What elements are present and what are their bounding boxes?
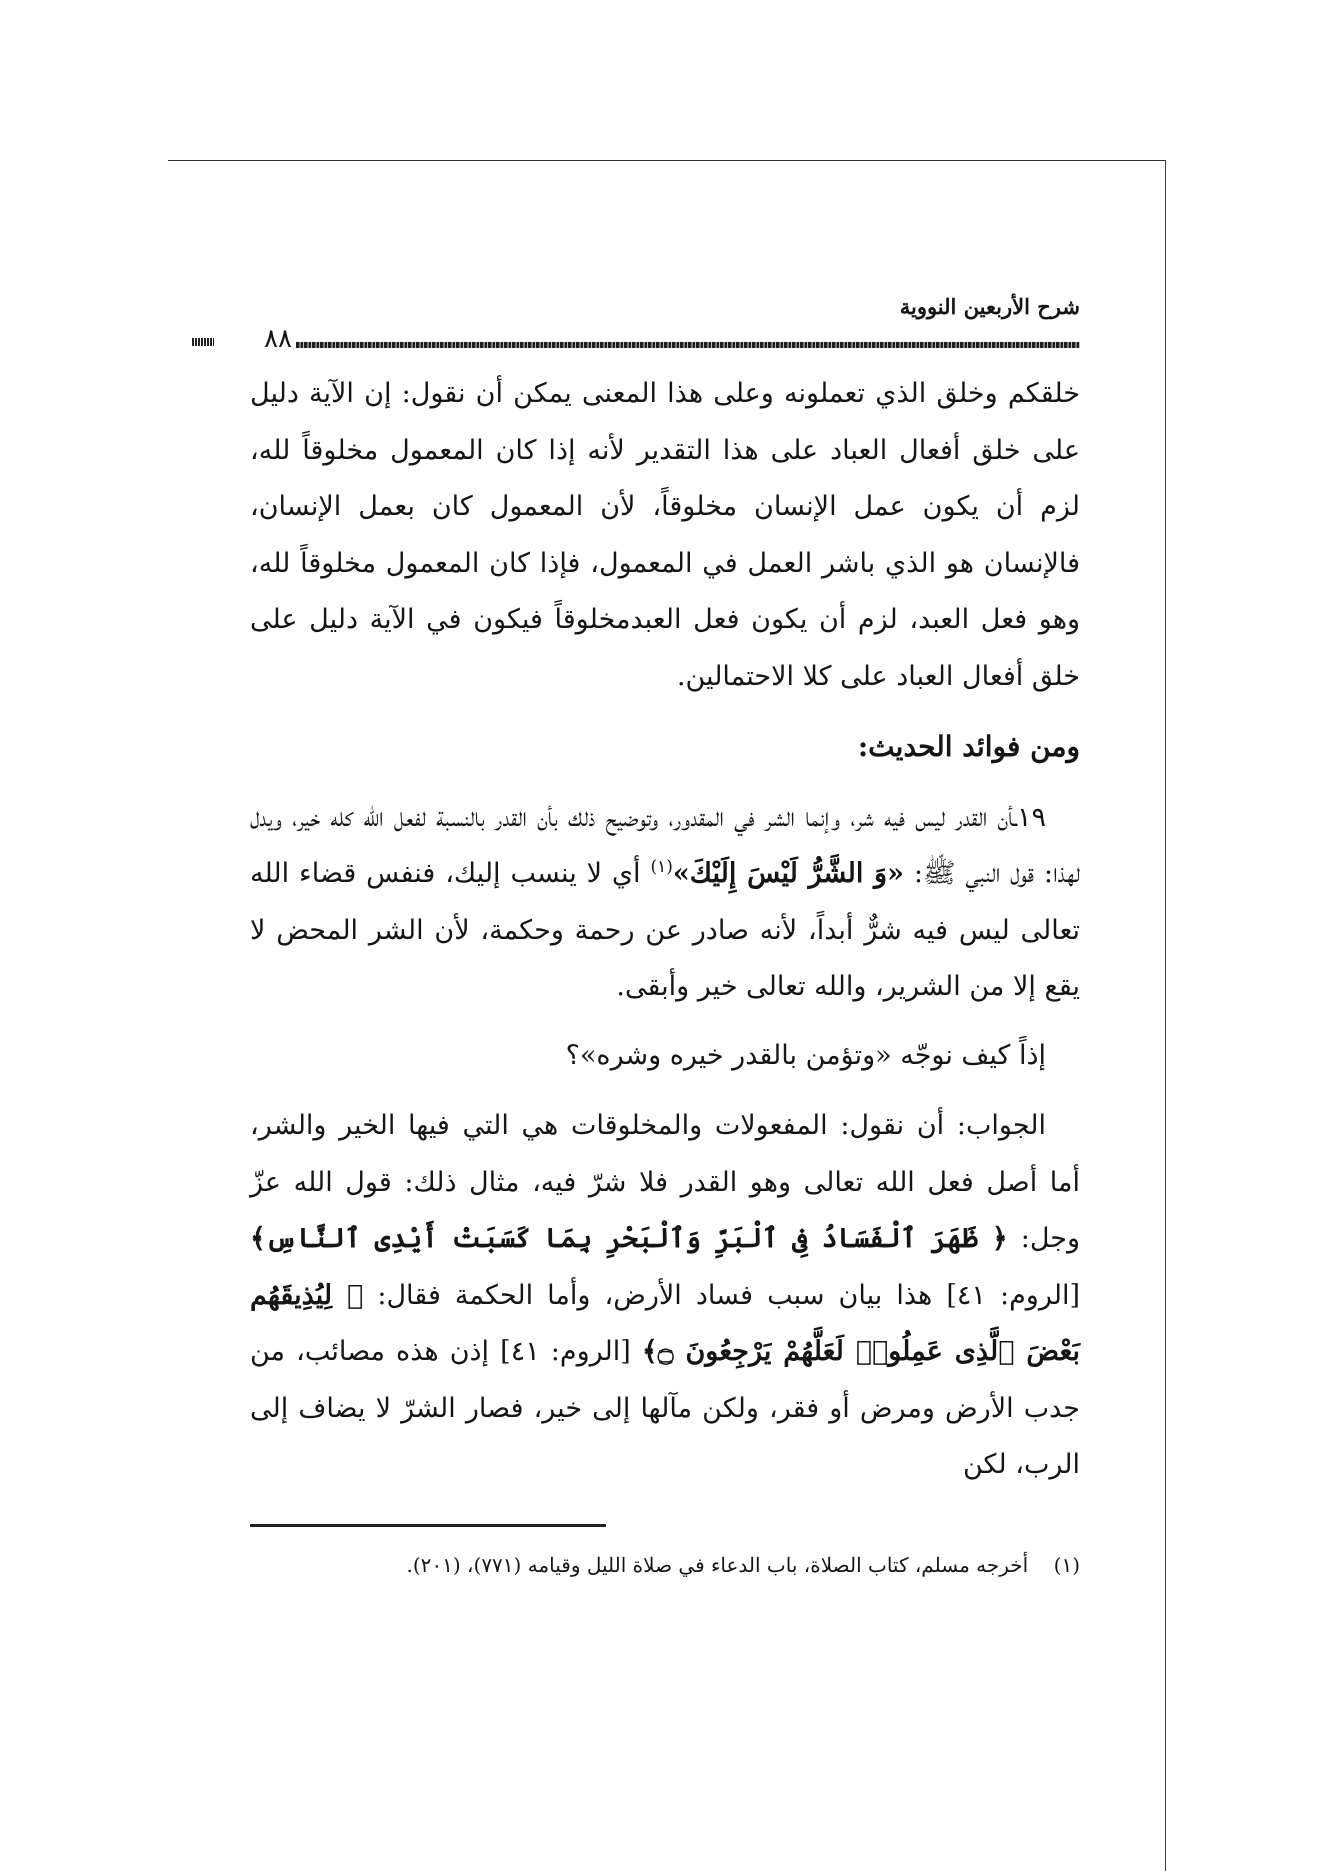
paragraph-2-text-2: أي لا ينسب إليك، فنفس قضاء الله تعالى ليس فيه شرٌّ أبداً، لأنه صادر عن رحمة وحكمة، لأن الشر المحض لا يقع إلا من الشرير، والله تعالى خير وأبقى. (250, 858, 1080, 1002)
crop-mark-top (168, 160, 1166, 161)
paragraph-3-text-1: الجواب: أن نقول: المفعولات والمخلوقات هي التي فيها الخير والشر، أما أصل فعل الله تعالى وهو القدر فلا شرّ فيه، مثال ذلك: قول الله عزّ وجل: (250, 1110, 1080, 1254)
section-heading: ومن فوائد الحديث: (857, 730, 1080, 763)
paragraph-2-text-1: ١٩ـأن القدر ليس فيه شر، وإنما الشر في المقدور، وتوضيح ذلك بأن القدر بالنسبة لفعل الله كله خير، ويدل لهذا: قول النبي ﷺ: (250, 801, 1080, 889)
running-title: شرح الأربعين النووية (899, 294, 1080, 319)
paragraph-1-line-2: دليل على خلق أفعال العباد على هذا التقدير لأنه إذا كان المعمول مخلوقاً (250, 378, 1080, 466)
quran-verse-1: ﴿ ظَهَرَ ٱلْفَسَادُ فِى ٱلْبَرِّ وَٱلْبَحْرِ بِمَا كَسَبَتْ أَيْدِى ٱلنَّاسِ﴾ (250, 1223, 1008, 1254)
crop-mark-right (1165, 160, 1166, 1871)
page-header (250, 294, 1080, 354)
book-page (250, 294, 1080, 1834)
footnote-text: أخرجه مسلم، كتاب الصلاة، باب الدعاء في صلاة الليل وقيامه (٧٧١)، (٢٠١). (406, 1553, 1029, 1577)
footnote-reference: (١) (650, 857, 673, 877)
paragraph-1-line-4: الإنسان، فالإنسان هو الذي باشر العمل في المعمول، فإذا كان (250, 491, 1080, 579)
footnote (250, 1550, 1080, 1580)
hadith-quote: «وَ الشَّرُّ لَيْسَ إِلَيْكَ» (672, 858, 904, 889)
page-body (250, 366, 1080, 1494)
question-line: إذاً كيف نوجّه «وتؤمن بالقدر خيره وشره»؟ (565, 1039, 1046, 1071)
footnote-separator (250, 1524, 606, 1527)
verse-reference-2: [الروم: ٤١] (500, 1336, 631, 1367)
paragraph-1-line-5: المعمول مخلوقاً لله، وهو فعل العبد، لزم أن يكون فعل العبدمخلوقاً فيكون (250, 547, 1080, 635)
paragraph-1-line-3: لله، لزم أن يكون عمل الإنسان مخلوقاً، لأن المعمول كان بعمل (250, 434, 1081, 522)
verse-reference-1: [الروم: ٤١] (946, 1279, 1080, 1311)
quran-verse-2: ﴿ لِيُذِيقَهُم بَعْضَ ٱلَّذِى عَمِلُوا۟ لَعَلَّهُمْ يَرْجِعُونَ ۝﴾ (250, 1279, 1080, 1367)
paragraph-3-text-3: إذن هذه مصائب، من جدب الأرض ومرض أو فقر، ولكن مآلها إلى خير، فصار الشرّ لا يضاف إلى الرب، لكن (250, 1336, 1080, 1480)
paragraph-1-line-1: خلقكم وخلق الذي تعملونه وعلى هذا المعنى يمكن أن نقول: إن الآية (309, 378, 1080, 409)
header-rule (296, 342, 1080, 348)
paragraph-1-line-6: في الآية دليل على خلق أفعال العباد على كلا الاحتمالين. (250, 604, 1080, 692)
page-number-ornament (192, 338, 214, 346)
page-number: ٨٨ (264, 324, 292, 354)
paragraph-1 (250, 366, 1080, 705)
paragraph-3-text-2: هذا بيان سبب فساد الأرض، وأما الحكمة فقال: (377, 1279, 933, 1311)
paragraph-3 (250, 1098, 1080, 1494)
paragraph-2 (250, 790, 1080, 1016)
footnote-number: (١) (1053, 1553, 1080, 1577)
